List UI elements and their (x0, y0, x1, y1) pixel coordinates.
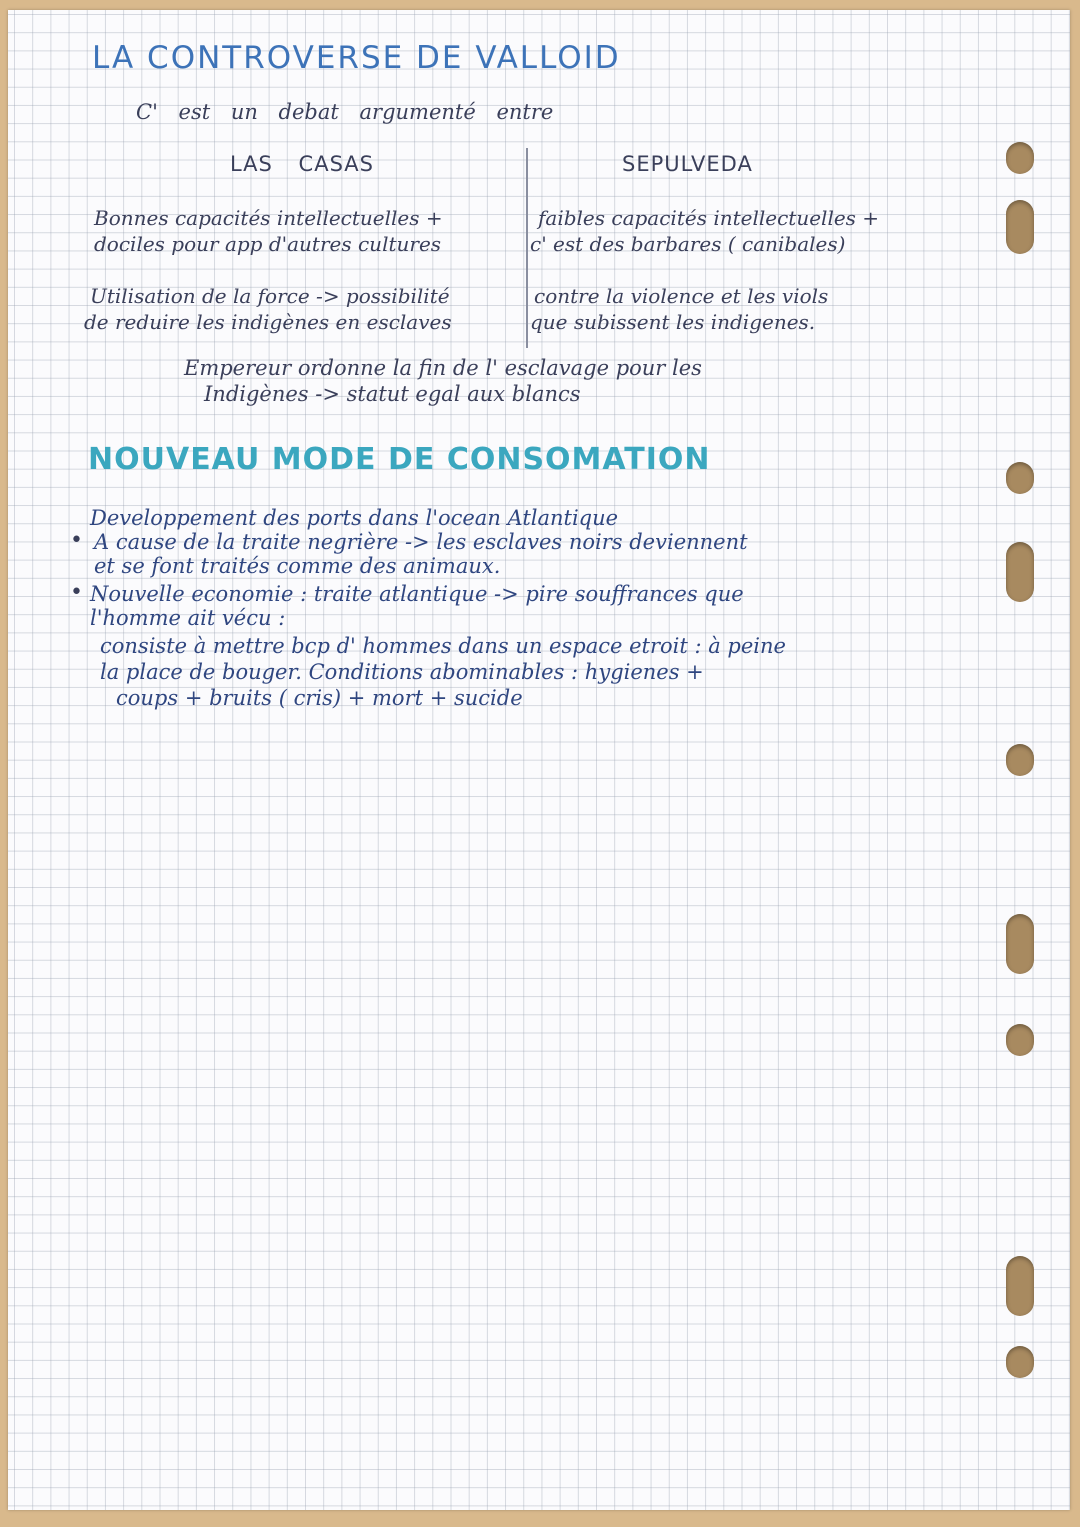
binder-hole (1006, 142, 1034, 174)
sepulveda-point-1b: c' est des barbares ( canibales) (530, 232, 846, 256)
sepulveda-point-2a: contre la violence et les viols (534, 284, 829, 308)
body-line-2: A cause de la traite negrière -> les esclaves noirs deviennent (94, 530, 748, 554)
sepulveda-point-2b: que subissent les indigenes. (530, 310, 816, 334)
binder-hole (1006, 914, 1034, 974)
body-line-6: consiste à mettre bcp d' hommes dans un espace etroit : à peine (100, 634, 786, 658)
las-casas-point-1b: dociles pour app d'autres cultures (94, 232, 442, 256)
body-line-4: Nouvelle economie : traite atlantique -> pire souffrances que (90, 582, 744, 606)
bullet-icon: • (70, 580, 83, 605)
notebook-page (8, 10, 1070, 1510)
column-header-las-casas: LAS CASAS (230, 152, 374, 176)
intro-text: C' est un debat argumenté entre (136, 100, 554, 124)
binder-hole (1006, 200, 1034, 254)
binder-hole (1006, 1024, 1034, 1056)
body-line-3: et se font traités comme des animaux. (94, 554, 501, 578)
conclusion-line-1: Empereur ordonne la fin de l' esclavage pour les (184, 356, 702, 380)
section-title-controverse: LA CONTROVERSE DE VALLOID (92, 40, 621, 76)
binder-hole (1006, 1256, 1034, 1316)
las-casas-point-1a: Bonnes capacités intellectuelles + (94, 206, 443, 230)
body-line-8: coups + bruits ( cris) + mort + sucide (116, 686, 523, 710)
binder-hole (1006, 1346, 1034, 1378)
bullet-icon: • (70, 528, 83, 553)
conclusion-line-2: Indigènes -> statut egal aux blancs (204, 382, 581, 406)
section-title-consommation: NOUVEAU MODE DE CONSOMATION (88, 442, 711, 477)
binder-hole (1006, 542, 1034, 602)
las-casas-point-2a: Utilisation de la force -> possibilité (90, 284, 450, 308)
body-line-5: l'homme ait vécu : (90, 606, 286, 630)
las-casas-point-2b: de reduire les indigènes en esclaves (84, 310, 452, 334)
binder-hole (1006, 744, 1034, 776)
binder-hole (1006, 462, 1034, 494)
body-line-1: Developpement des ports dans l'ocean Atlantique (90, 506, 619, 530)
body-line-7: la place de bouger. Conditions abominables : hygienes + (100, 660, 704, 684)
sepulveda-point-1a: faibles capacités intellectuelles + (538, 206, 880, 230)
column-divider (526, 148, 528, 348)
column-header-sepulveda: SEPULVEDA (622, 152, 753, 176)
